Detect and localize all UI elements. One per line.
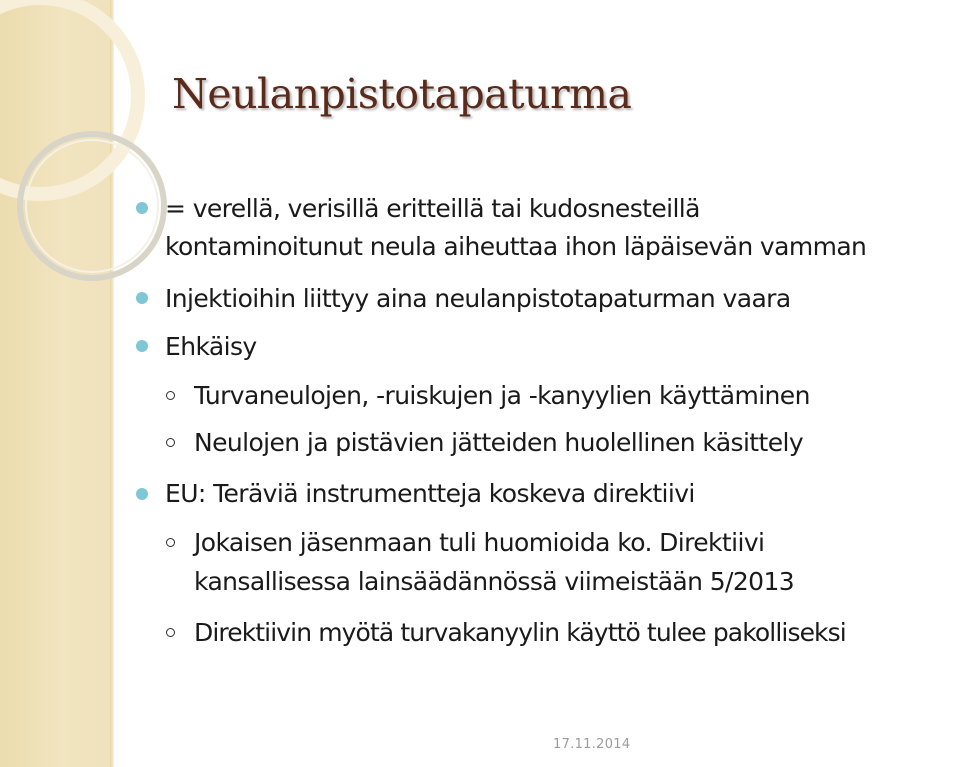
bullet-dot-icon <box>136 292 148 304</box>
sub-bullet-ring-icon <box>166 628 175 637</box>
bullet-dot-icon <box>136 488 148 500</box>
sub-bullet-item-continuation: kansallisessa lainsäädännössä viimeistään 5/2013 <box>194 567 795 596</box>
sub-bullet-ring-icon <box>166 391 175 400</box>
sub-bullet-ring-icon <box>166 538 175 547</box>
bullet-item: Injektioihin liittyy aina neulanpistotapaturman vaara <box>165 284 791 313</box>
sub-bullet-ring-icon <box>166 438 175 447</box>
footer-date: 17.11.2014 <box>553 737 631 752</box>
bullet-dot-icon <box>136 202 148 214</box>
bullet-dot-icon <box>136 340 148 352</box>
sub-bullet-item: Jokaisen jäsenmaan tuli huomioida ko. Direktiivi <box>194 528 765 557</box>
bullet-item-continuation: kontaminoitunut neula aiheuttaa ihon läpäisevän vamman <box>165 232 867 261</box>
slide-title: Neulanpistotapaturma <box>172 70 632 118</box>
bullet-item: Ehkäisy <box>165 332 257 361</box>
bullet-item: = verellä, verisillä eritteillä tai kudosnesteillä <box>165 194 700 223</box>
bullet-item: EU: Teräviä instrumentteja koskeva direktiivi <box>165 479 695 508</box>
sub-bullet-item: Turvaneulojen, -ruiskujen ja -kanyylien käyttäminen <box>194 381 810 410</box>
sub-bullet-item: Direktiivin myötä turvakanyylin käyttö tulee pakolliseksi <box>194 618 846 647</box>
sub-bullet-item: Neulojen ja pistävien jätteiden huolellinen käsittely <box>194 428 804 457</box>
